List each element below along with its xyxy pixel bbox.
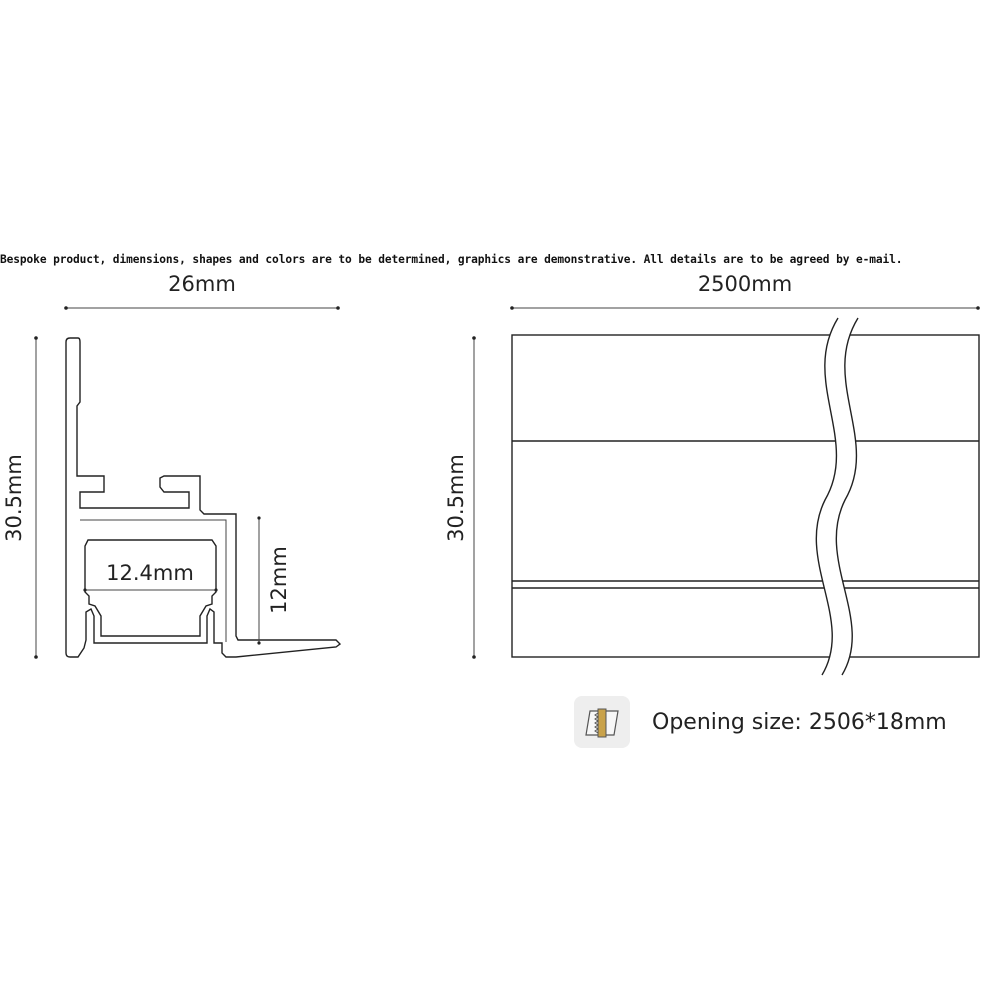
profile-width-dimension [64,272,340,310]
channel-depth-label: 12mm [267,546,291,614]
disclaimer-text: Bespoke product, dimensions, shapes and colors are to be determined, graphics are demonstrative. All details are to be agreed by e-mail. [0,253,903,266]
channel-width-label: 12.4mm [106,561,194,585]
opening-size-row [574,696,947,748]
length-view [444,272,980,675]
length-height-dimension [444,336,476,659]
profile-height-label: 30.5mm [2,454,26,542]
length-height-label: 30.5mm [444,454,468,542]
profile-outline [66,338,340,657]
length-label: 2500mm [697,272,793,296]
profile-body [512,335,979,657]
profile-height-dimension [2,336,38,659]
profile-view [2,272,340,659]
opening-size-label: Opening size: 2506*18mm [652,709,947,735]
channel-depth-dimension [257,516,291,644]
profile-width-label: 26mm [168,272,236,296]
channel-width-dimension [83,561,217,592]
profile-channel [85,540,216,636]
length-dimension [510,272,980,310]
cutout-icon [574,696,630,748]
